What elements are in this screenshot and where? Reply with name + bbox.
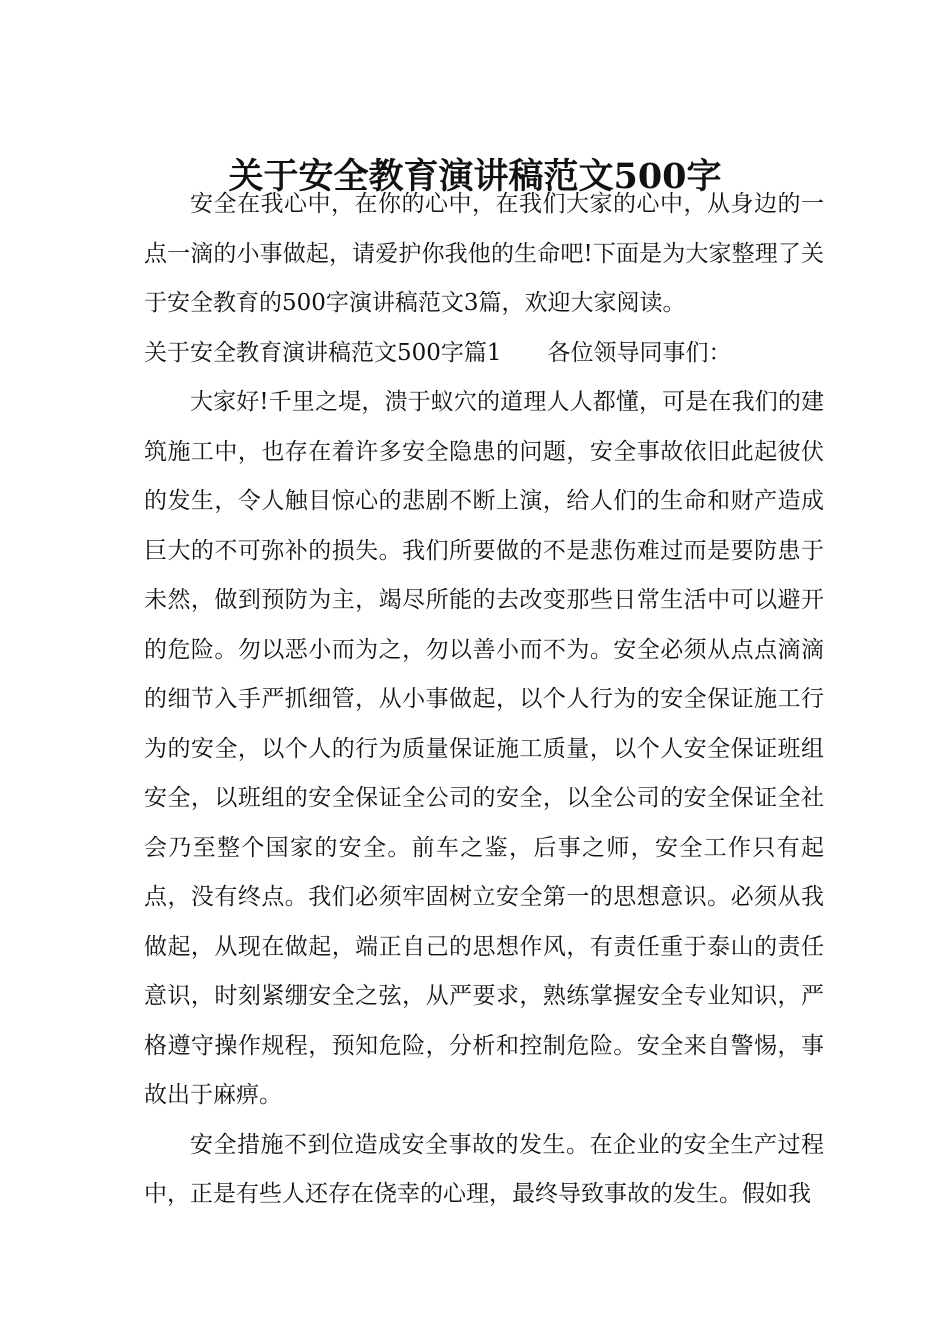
body-paragraph-1: 大家好!千里之堤，溃于蚁穴的道理人人都懂，可是在我们的建筑施工中，也存在着许多安全隐患的问题，安全事故依旧此起彼伏的发生，令人触目惊心的悲剧不断上演，给人们的生命和财产造成巨大的不可弥补的损失。我们所要做的不是悲伤难过而是要防患于未然，做到预防为主，竭尽所能的去改变那些日常生活中可以避开的危险。勿以恶小而为之，勿以善小而不为。安全必须从点点滴滴的细节入手严抓细管，从小事做起，以个人行为的安全保证施工行为的安全，以个人的行为质量保证施工质量，以个人安全保证班组安全，以班组的安全保证全公司的安全，以全公司的安全保证全社会乃至整个国家的安全。前车之鉴，后事之师，安全工作只有起点，没有终点。我们必须牢固树立安全第一的思想意识。必须从我做起，从现在做起，端正自己的思想作风，有责任重于泰山的责任意识，时刻紧绷安全之弦，从严要求，熟练掌握安全专业知识，严格遵守操作规程，预知危险，分析和控制危险。安全来自警惕，事故出于麻痹。 xyxy=(144,389,824,1108)
greeting-text: 各位领导同事们： xyxy=(547,339,732,366)
document-body xyxy=(144,180,824,1220)
intro-paragraph: 安全在我心中，在你的心中，在我们大家的心中，从身边的一点一滴的小事做起，请爱护你我他的生命吧!下面是为大家整理了关于安全教育的500字演讲稿范文3篇，欢迎大家阅读。 xyxy=(144,191,824,316)
section-heading-line xyxy=(144,329,824,379)
document-title: 关于安全教育演讲稿范文500字 xyxy=(228,156,722,198)
body-paragraph-2: 安全措施不到位造成安全事故的发生。在企业的安全生产过程中，正是有些人还存在侥幸的心理，最终导致事故的发生。假如我 xyxy=(144,1131,824,1207)
section-heading: 关于安全教育演讲稿范文500字篇1 xyxy=(144,339,502,366)
